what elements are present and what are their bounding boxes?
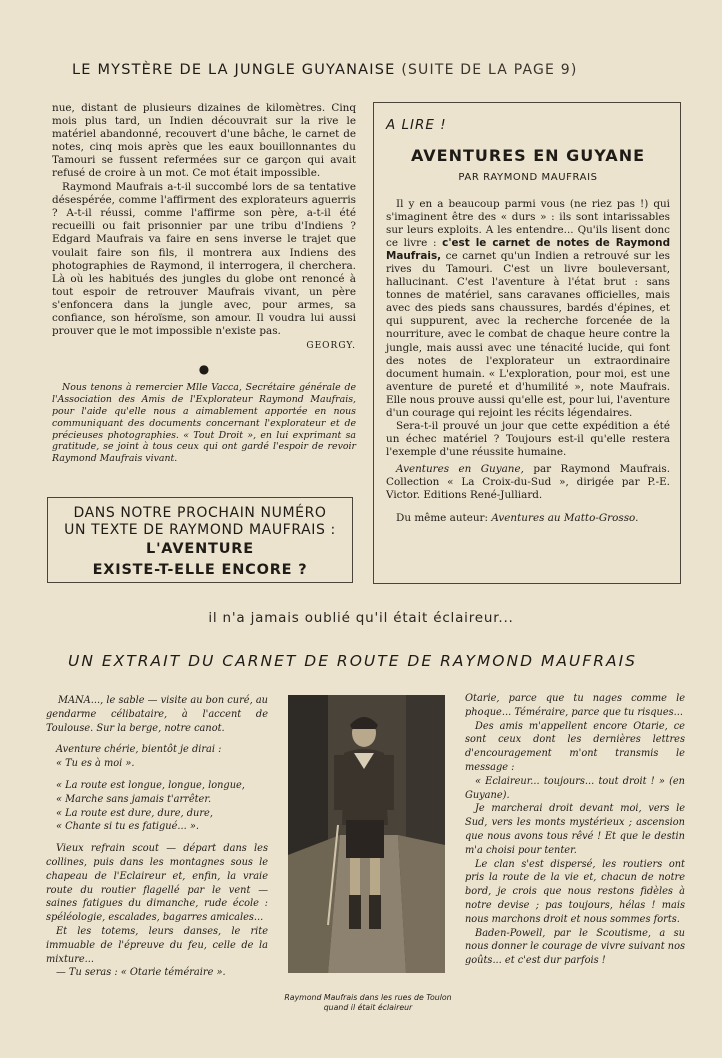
- scout-photo: [288, 695, 445, 973]
- also-by-author: Du même auteur: Aventures au Matto-Grosso.: [396, 512, 639, 525]
- article-paragraph: nue, distant de plusieurs dizaines de kilomètres. Cinq mois plus tard, un Indien découvrait sur la rive le matériel abandonné, recouvert d'une bâche, le carnet de notes, cinq mois après que les eaux bouillonnantes du Tamouri se fussent refermées sur ce garçon qui avait refusé de croire à un mot. Ce mot était impossible.: [52, 102, 356, 180]
- extract-verse: « Chante si tu es fatigué... ».: [56, 821, 199, 833]
- extract-paragraph: MANA..., le sable — visite au bon curé, au gendarme célibataire, à l'accent de Toulouse. Sur la berge, notre canot.: [46, 695, 268, 734]
- extract-paragraph: Des amis m'appellent encore Otarie, ce sont ceux dont les dernières lettres d'encouragement m'ont transmis le message :: [465, 720, 685, 773]
- author-signature: GEORGY.: [306, 340, 356, 351]
- extract-paragraph: Et les totems, leurs danses, le rite immuable de l'épreuve du feu, celle de la mixture...: [46, 925, 268, 965]
- review-paragraph: Il y en a beaucoup parmi vous (ne riez pas !) qui s'imaginent être des « durs » : ils sont intarissables sur leurs exploits. A les entendre... Qu'ils lisent donc ce livre : c'est le carnet de notes de Raymond Maufrais, ce carnet qu'un Indien a retrouvé sur les rives du Tamouri. C'est un livre bouleversant, hallucinant. C'est l'aventure à l'état brut : sans tonnes de matériel, sans caravanes officielles, mais avec des pieds sans chaussures, bardés d'épines, et qui suppurent, avec la recherche forcenée de la nourriture, avec le combat de chaque heure contre la jungle, mais aussi avec une ténacité lucide, qui font des notes de l'explorateur un extraordinaire document humain. « L'exploration, pour moi, est une aventure de pureté et d'humilité », note Maufrais. Elle nous prouve aussi qu'elle est, pour lui, l'aventure d'un courage qui rejoint les récits légendaires.: [386, 198, 671, 419]
- page-title: LE MYSTÈRE DE LA JUNGLE GUYANAISE: [72, 62, 396, 78]
- section-tagline: il n'a jamais oublié qu'il était éclaireur...: [208, 610, 514, 626]
- book-review-box: [373, 102, 681, 584]
- book-credit: Aventures en Guyane, par Raymond Maufrais. Collection « La Croix-du-Sud », dirigée par P.-E. Victor. Editions René-Julliard.: [386, 462, 670, 502]
- extract-paragraph: Otarie, parce que tu nages comme le phoque... Téméraire, parce que tu risques...: [465, 693, 685, 718]
- book-title: AVENTURES EN GUYANE: [410, 146, 646, 165]
- extract-verse: « Tu es à moi ».: [56, 758, 135, 770]
- extract-title: UN EXTRAIT DU CARNET DE ROUTE DE RAYMOND MAUFRAIS: [68, 652, 637, 670]
- extract-verse: « La route est longue, longue, longue,: [56, 779, 245, 791]
- next-issue-line: DANS NOTRE PROCHAIN NUMÉRO: [73, 505, 327, 521]
- review-body: [386, 198, 670, 459]
- extract-paragraph: Aventure chérie, bientôt je dirai :: [56, 744, 222, 756]
- article-continuation: [52, 102, 356, 466]
- article-paragraph: Raymond Maufrais a-t-il succombé lors de sa tentative désespérée, comme l'affirment des explorateurs aguerris ? A-t-il réussi, comme l'affirme son père, a-t-il été recueilli ou fait prisonnier par une tribu d'Indiens ? Edgard Maufrais va faire en sens inverse le trajet que voulait faire son fils, il montrera aux Indiens des photographies de Raymond, il interrogera, il cherchera. Là où les habitués des jungles du globe ont renoncé à tout espoir de retrouver Maufrais vivant, un père s'enfoncera dans la jungle avec, pour armes, sa confiance, son héroïsme, son amour. Il voudra lui aussi prouver que le mot impossible n'existe pas.: [52, 181, 356, 337]
- extract-paragraph: Vieux refrain scout — départ dans les collines, puis dans les montagnes sous le chapeau de l'Eclaireur et, enfin, la vraie route du routier flagellé par le vent — saines fatigues du dimanche, rude école : spéléologie, escalades, bagarres amicales...: [46, 843, 268, 924]
- extract-verse: « La route est dure, dure, dure,: [56, 807, 213, 819]
- extract-paragraph: Le clan s'est dispersé, les routiers ont pris la route de la vie et, chacun de notre bord, je crois que nous restons fidèles à notre devise ; pas toujours, hélas ! mais nous marchons droit et nous sommes forts.: [465, 858, 685, 925]
- extract-paragraph: — Tu seras : « Otarie téméraire ».: [56, 967, 226, 979]
- next-issue-line: UN TEXTE DE RAYMOND MAUFRAIS :: [64, 522, 336, 538]
- extract-paragraph: Je marcherai droit devant moi, vers le Sud, vers les monts mystérieux ; ascension que nous avons tous rêvé ! Et que le destin m'a choisi pour tenter.: [465, 803, 685, 856]
- next-issue-box: [47, 497, 353, 583]
- extract-paragraph: Baden-Powell, par le Scoutisme, a su nous donner le courage de vivre suivant nos goûts... et c'est dur parfois !: [465, 927, 685, 967]
- review-kicker: A LIRE !: [386, 117, 447, 133]
- book-byline: PAR RAYMOND MAUFRAIS: [458, 172, 598, 183]
- review-paragraph: Sera-t-il prouvé un jour que cette expédition a été un échec matériel ? Toujours est-il qu'elle restera l'exemple d'une réussite humaine.: [386, 419, 670, 458]
- acknowledgement-note: Nous tenons à remercier Mlle Vacca, Secrétaire générale de l'Association des Amis de l'Explorateur Raymond Maufrais, pour l'aide qu'elle nous a aimablement apportée en nous communiquant des documents concernant l'explorateur et de précieuses photographies. « Tout Droit », en lui exprimant sa gratitude, se joint à tous ceux qui ont gardé l'espoir de revoir Raymond Maufrais vivant.: [52, 381, 356, 465]
- separator-bullet: ●: [198, 361, 210, 376]
- extract-verse: « Marche sans jamais t'arrêter.: [56, 793, 212, 805]
- extract-left-column: [46, 694, 268, 980]
- scout-photo-illustration: [288, 695, 445, 973]
- running-header: [72, 62, 672, 78]
- photo-caption: Raymond Maufrais dans les rues de Toulon quand il était éclaireur: [284, 993, 452, 1012]
- extract-right-column: [465, 692, 685, 968]
- extract-paragraph: « Eclaireur... toujours... tout droit ! » (en Guyane).: [465, 775, 685, 801]
- next-issue-headline: EXISTE-T-ELLE ENCORE ?: [92, 562, 308, 578]
- review-highlight: c'est le carnet de notes de Raymond Maufrais,: [386, 237, 671, 263]
- next-issue-headline: L'AVENTURE: [146, 541, 254, 557]
- continued-note: (SUITE DE LA PAGE 9): [401, 62, 578, 78]
